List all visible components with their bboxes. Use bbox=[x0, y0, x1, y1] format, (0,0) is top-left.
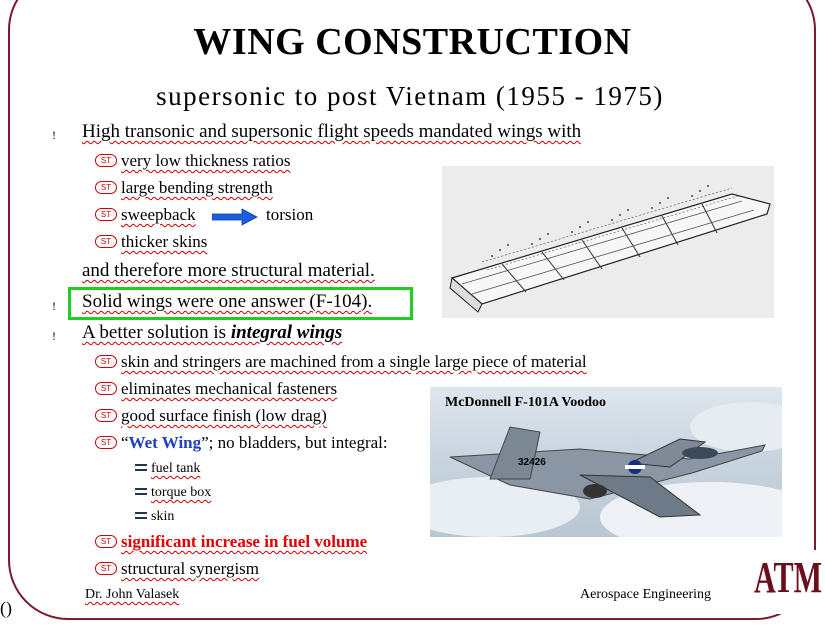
integral-point: eliminates mechanical fasteners bbox=[121, 379, 338, 398]
department-text: Aerospace Engineering bbox=[580, 587, 711, 602]
list-item bbox=[95, 559, 259, 579]
better-prefix: A better solution is bbox=[82, 322, 231, 343]
list-item bbox=[135, 485, 211, 501]
req-text: large bending strength bbox=[121, 178, 273, 197]
logo-letters: ATM bbox=[754, 553, 822, 602]
st-bullet-icon: ST bbox=[95, 535, 117, 548]
synergism-text: structural synergism bbox=[121, 559, 260, 578]
st-bullet-icon: ST bbox=[95, 208, 117, 221]
wing-structure-drawing bbox=[442, 166, 774, 318]
wet-open-quote: “ bbox=[121, 433, 129, 452]
st-bullet-icon: ST bbox=[95, 382, 117, 395]
solid-wings-text: Solid wings were one answer (F-104). bbox=[82, 291, 373, 312]
integral-wings-emphasis: integral wings bbox=[230, 322, 343, 343]
list-item bbox=[95, 406, 327, 426]
slide-subtitle: supersonic to post Vietnam (1955 - 1975) bbox=[156, 81, 664, 111]
wet-sub-item: skin bbox=[151, 509, 175, 524]
conclusion-text: and therefore more structural material. bbox=[82, 260, 375, 281]
req-text: thicker skins bbox=[121, 232, 208, 251]
st-bullet-icon: ST bbox=[95, 562, 117, 575]
bullet-marker: ! bbox=[52, 329, 56, 343]
st-bullet-icon: ST bbox=[95, 409, 117, 422]
photo-caption: McDonnell F-101A Voodoo bbox=[445, 395, 607, 410]
wet-rest: ”; no bladders, but integral: bbox=[201, 433, 388, 452]
author-name: Dr. John Valasek bbox=[85, 587, 180, 602]
list-item bbox=[95, 151, 291, 171]
aircraft-serial: 32426 bbox=[518, 457, 546, 468]
slide-title: WING CONSTRUCTION bbox=[193, 21, 632, 63]
wet-sub-item: fuel tank bbox=[151, 461, 201, 476]
req-text: sweepback bbox=[121, 205, 196, 224]
st-bullet-icon: ST bbox=[95, 355, 117, 368]
bullet-marker: ! bbox=[52, 128, 56, 142]
list-item bbox=[95, 205, 196, 225]
list-item bbox=[135, 461, 200, 477]
dash-bullet-icon bbox=[135, 463, 147, 472]
st-bullet-icon: ST bbox=[95, 436, 117, 449]
integral-point: good surface finish (low drag) bbox=[121, 406, 327, 425]
st-bullet-icon: ST bbox=[95, 181, 117, 194]
dash-bullet-icon bbox=[135, 511, 147, 520]
list-item bbox=[95, 433, 388, 453]
list-item bbox=[135, 509, 174, 525]
corner-mark: () bbox=[0, 598, 12, 618]
aircraft-photo bbox=[430, 387, 782, 537]
list-item bbox=[95, 178, 273, 198]
list-item bbox=[95, 379, 337, 399]
wet-sub-item: torque box bbox=[151, 485, 212, 500]
list-item bbox=[95, 352, 587, 372]
st-bullet-icon: ST bbox=[95, 154, 117, 167]
req-text: very low thickness ratios bbox=[121, 151, 291, 170]
wet-wing-label: Wet Wing bbox=[128, 433, 202, 452]
dash-bullet-icon bbox=[135, 487, 147, 496]
torsion-label: torsion bbox=[266, 205, 314, 224]
department-name bbox=[580, 587, 711, 603]
university-logo bbox=[753, 550, 823, 614]
list-item bbox=[95, 232, 207, 252]
st-bullet-icon: ST bbox=[95, 235, 117, 248]
better-solution bbox=[82, 322, 342, 344]
bullet-intro: High transonic and supersonic flight speeds mandated wings with bbox=[82, 121, 582, 142]
integral-point: skin and stringers are machined from a single large piece of material bbox=[121, 352, 587, 371]
fuel-increase-text: significant increase in fuel volume bbox=[121, 532, 368, 551]
right-arrow-icon bbox=[212, 208, 258, 226]
bullet-marker: ! bbox=[52, 299, 56, 313]
list-item bbox=[95, 532, 367, 552]
